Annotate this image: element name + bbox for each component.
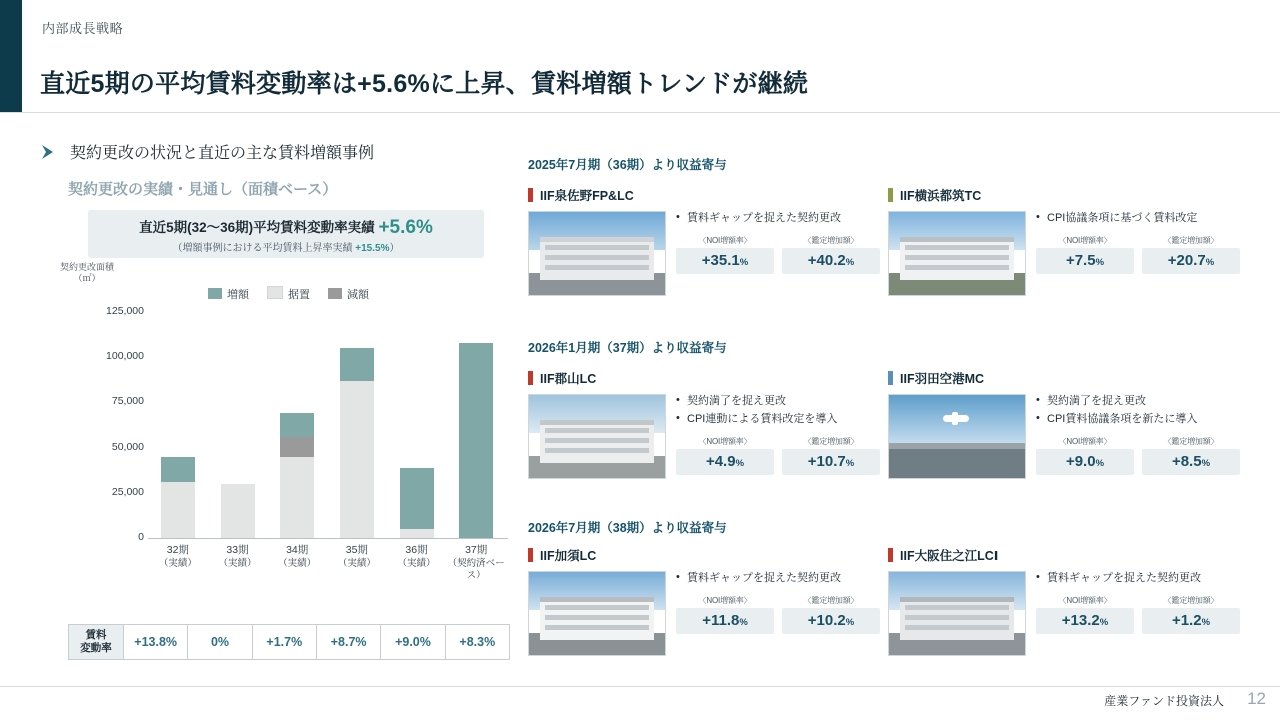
metric-group bbox=[676, 595, 880, 634]
property-photo bbox=[888, 394, 1026, 479]
chart-x-label-period: 33期 bbox=[226, 544, 249, 556]
rate-table-cell: +8.3% bbox=[459, 635, 496, 649]
header-divider bbox=[0, 112, 1280, 113]
chart-y-axis-title-line2: （㎡） bbox=[73, 273, 101, 284]
metric-value bbox=[676, 449, 774, 475]
property-color-tag bbox=[888, 548, 893, 562]
chart-x-label-note: （実績） bbox=[278, 557, 317, 569]
chart-x-label-note: （実績） bbox=[397, 557, 436, 569]
metric bbox=[1142, 595, 1240, 634]
rate-table-cell: +9.0% bbox=[381, 625, 445, 659]
group-title: 2026年1月期（37期）より収益寄与 bbox=[528, 341, 727, 355]
chart-bar-segment-increase bbox=[280, 413, 314, 437]
chart-x-label-period: 32期 bbox=[166, 544, 189, 556]
chart-plot-area bbox=[148, 312, 506, 538]
metric-unit: % bbox=[739, 256, 749, 268]
metric-value bbox=[1142, 608, 1240, 634]
property-name bbox=[528, 369, 880, 387]
metric-value bbox=[782, 449, 880, 475]
metric-unit: % bbox=[845, 256, 855, 268]
property-bullet-list bbox=[1036, 571, 1240, 587]
property-card-body bbox=[888, 211, 1240, 296]
chart-bar-segment-flat bbox=[161, 482, 195, 538]
metric bbox=[676, 436, 774, 475]
chart-bar-segment-increase bbox=[340, 348, 374, 381]
legend-label-decrease: 減額 bbox=[347, 289, 369, 301]
metric-number: +4.9 bbox=[705, 452, 736, 470]
metric-number: +35.1 bbox=[701, 251, 740, 269]
callout-line-1 bbox=[88, 216, 484, 239]
section-heading-label: 契約更改の状況と直近の主な賃料増額事例 bbox=[70, 145, 375, 162]
page-title: 直近5期の平均賃料変動率は+5.6%に上昇、賃料増額トレンドが継続 bbox=[40, 70, 809, 98]
property-photo bbox=[888, 211, 1026, 296]
subsection-heading: 契約更改の実績・見通し（面積ベース） bbox=[68, 181, 338, 198]
chart-x-label bbox=[387, 544, 447, 570]
property-photo bbox=[528, 211, 666, 296]
metric-number: +7.5 bbox=[1065, 251, 1096, 269]
chart-x-label-note: （契約済ベース） bbox=[447, 557, 505, 581]
chart-x-label bbox=[208, 544, 268, 570]
chart-y-tick: 75,000 bbox=[111, 395, 144, 408]
property-name bbox=[528, 186, 880, 204]
metric-number: +13.2 bbox=[1061, 611, 1100, 629]
section-heading bbox=[40, 140, 374, 163]
metric-label: 〈NOI増額率〉 bbox=[698, 235, 752, 245]
list-item: • 契約満了を捉え更改 bbox=[1036, 394, 1240, 410]
metric-unit: % bbox=[1095, 457, 1105, 469]
metric-label: 〈鑑定増加額〉 bbox=[803, 235, 859, 245]
chart-bar-segment-flat bbox=[280, 457, 314, 538]
property-name bbox=[888, 186, 1240, 204]
metric bbox=[782, 235, 880, 274]
property-details bbox=[1036, 211, 1240, 296]
metric-group bbox=[676, 436, 880, 475]
list-item: • CPI協議条項に基づく賃料改定 bbox=[1036, 211, 1240, 227]
property-bullet-list bbox=[676, 211, 880, 227]
metric bbox=[1036, 595, 1134, 634]
property-name-label: IIF加須LC bbox=[540, 549, 597, 563]
list-item: • 契約満了を捉え更改 bbox=[676, 394, 880, 410]
metric-label: 〈NOI増額率〉 bbox=[1058, 595, 1112, 605]
rate-table-cell: +8.7% bbox=[317, 625, 381, 659]
metric bbox=[1036, 235, 1134, 274]
property-details bbox=[1036, 571, 1240, 656]
footer-divider bbox=[0, 686, 1280, 687]
legend-label-flat: 据置 bbox=[288, 289, 310, 301]
metric-value bbox=[1036, 449, 1134, 475]
eyebrow-label: 内部成長戦略 bbox=[42, 21, 124, 36]
property-photo bbox=[888, 571, 1026, 656]
footer-company: 産業ファンド投資法人 bbox=[1104, 694, 1224, 708]
metric-value bbox=[1036, 248, 1134, 274]
chart-bar-segment-flat bbox=[221, 484, 255, 538]
chart-y-tick: 100,000 bbox=[106, 350, 144, 363]
property-card-body bbox=[528, 211, 880, 296]
callout-line-2-value: +15.5% bbox=[355, 243, 390, 254]
chart-x-label-period: 35期 bbox=[345, 544, 368, 556]
property-photo bbox=[528, 394, 666, 479]
property-name-label: IIF羽田空港MC bbox=[900, 372, 985, 386]
metric-group bbox=[676, 235, 880, 274]
chart-bar bbox=[161, 457, 195, 538]
metric-number: +9.0 bbox=[1065, 452, 1096, 470]
property-details bbox=[1036, 394, 1240, 479]
property-name-label: IIF横浜都筑TC bbox=[900, 189, 982, 203]
metric-value bbox=[782, 248, 880, 274]
chart-x-label bbox=[148, 544, 208, 570]
metric-value bbox=[676, 248, 774, 274]
property-name bbox=[528, 546, 880, 564]
chart-y-axis-title-line1: 契約更改面積 bbox=[60, 262, 115, 272]
property-card-body bbox=[888, 394, 1240, 479]
rate-table-header-line2: 変動率 bbox=[80, 642, 112, 654]
metric-unit: % bbox=[845, 457, 855, 469]
property-card bbox=[888, 546, 1240, 656]
metric-number: +10.2 bbox=[807, 611, 846, 629]
metric-value bbox=[1142, 449, 1240, 475]
callout-line-1-text: 直近5期(32～36期)平均賃料変動率実績 bbox=[139, 220, 379, 235]
legend-item-increase bbox=[208, 286, 249, 302]
metric-number: +10.7 bbox=[807, 452, 846, 470]
property-card bbox=[888, 186, 1240, 296]
chart-y-tick: 25,000 bbox=[111, 485, 144, 498]
legend-item-flat bbox=[267, 286, 310, 302]
rent-revision-chart bbox=[40, 262, 510, 612]
chart-bar bbox=[340, 348, 374, 538]
metric-label: 〈鑑定増加額〉 bbox=[1163, 436, 1219, 446]
metric-value bbox=[1036, 608, 1134, 634]
property-card-body bbox=[888, 571, 1240, 656]
property-card-body bbox=[528, 394, 880, 479]
group-title: 2025年7月期（36期）より収益寄与 bbox=[528, 158, 727, 172]
property-name bbox=[888, 546, 1240, 564]
property-bullet-list bbox=[676, 394, 880, 428]
metric bbox=[1142, 235, 1240, 274]
property-details bbox=[676, 571, 880, 656]
chart-y-tick: 125,000 bbox=[106, 305, 144, 317]
callout-line-2-text: （増額事例における平均賃料上昇率実績 bbox=[172, 243, 356, 254]
list-item: • CPI賃料協議条項を新たに導入 bbox=[1036, 412, 1240, 428]
property-bullet-list bbox=[1036, 394, 1240, 428]
chart-bar bbox=[400, 468, 434, 539]
chart-x-label-period: 36期 bbox=[405, 544, 428, 556]
property-card bbox=[528, 369, 880, 479]
property-name-label: IIF大阪住之江LCⅠ bbox=[900, 549, 999, 563]
list-item: • 賃料ギャップを捉えた契約更改 bbox=[676, 571, 880, 587]
metric-number: +8.5 bbox=[1171, 452, 1202, 470]
metric-label: 〈NOI増額率〉 bbox=[698, 595, 752, 605]
rate-table-cell: +1.7% bbox=[253, 625, 317, 659]
chart-x-label-period: 34期 bbox=[286, 544, 309, 556]
metric bbox=[676, 595, 774, 634]
metric-value bbox=[782, 608, 880, 634]
metric-group bbox=[1036, 595, 1240, 634]
legend-label-increase: 増額 bbox=[227, 289, 249, 301]
callout-line-2 bbox=[88, 239, 484, 254]
metric-unit: % bbox=[1095, 256, 1105, 268]
metric-group bbox=[1036, 436, 1240, 475]
chart-x-label-period: 37期 bbox=[465, 544, 488, 556]
metric-unit: % bbox=[1205, 256, 1215, 268]
metric-group bbox=[1036, 235, 1240, 274]
chart-bar-segment-increase bbox=[400, 468, 434, 529]
rate-table-header-line1: 賃料 bbox=[85, 628, 107, 641]
metric-label: 〈NOI増額率〉 bbox=[698, 436, 752, 446]
metric-label: 〈鑑定増加額〉 bbox=[803, 436, 859, 446]
property-color-tag bbox=[888, 188, 893, 202]
rate-table-cell: +13.8% bbox=[124, 625, 188, 659]
property-name bbox=[888, 369, 1240, 387]
property-details bbox=[676, 394, 880, 479]
property-bullet-list bbox=[1036, 211, 1240, 227]
metric bbox=[782, 595, 880, 634]
property-name-label: IIF泉佐野FP&LC bbox=[540, 189, 634, 203]
chart-x-label bbox=[446, 544, 506, 582]
metric-unit: % bbox=[1099, 616, 1109, 628]
chart-x-label-note: （実績） bbox=[158, 557, 197, 569]
metric-unit: % bbox=[739, 616, 748, 628]
metric-unit: % bbox=[845, 616, 855, 628]
group-title: 2026年7月期（38期）より収益寄与 bbox=[528, 521, 727, 535]
page-number: 12 bbox=[1247, 689, 1266, 708]
property-photo bbox=[528, 571, 666, 656]
rate-table-cell: 0% bbox=[188, 625, 252, 659]
property-color-tag bbox=[888, 371, 893, 385]
metric-unit: % bbox=[735, 457, 745, 469]
metric-label: 〈鑑定増加額〉 bbox=[1163, 595, 1219, 605]
property-color-tag bbox=[528, 548, 533, 562]
rent-change-rate-table bbox=[68, 624, 510, 660]
chart-bar-segment-decrease bbox=[280, 437, 314, 457]
chart-x-label bbox=[327, 544, 387, 570]
metric-value bbox=[676, 608, 774, 634]
property-card bbox=[528, 546, 880, 656]
metric-number: +40.2 bbox=[807, 251, 846, 269]
legend-item-decrease bbox=[328, 286, 369, 302]
metric bbox=[676, 235, 774, 274]
metric-value bbox=[1142, 248, 1240, 274]
chart-y-tick: 50,000 bbox=[111, 440, 144, 453]
chart-bar-segment-increase bbox=[459, 343, 493, 538]
metric bbox=[1142, 436, 1240, 475]
chart-bar bbox=[459, 343, 493, 538]
property-bullet-list bbox=[676, 571, 880, 587]
property-name-label: IIF郡山LC bbox=[540, 372, 597, 386]
metric-label: 〈鑑定増加額〉 bbox=[1163, 235, 1219, 245]
list-item: • 賃料ギャップを捉えた契約更改 bbox=[676, 211, 880, 227]
property-card bbox=[888, 369, 1240, 479]
property-color-tag bbox=[528, 188, 533, 202]
callout-line-2-suffix: ） bbox=[389, 243, 400, 254]
rate-table-header bbox=[69, 625, 124, 659]
chart-x-label-note: （実績） bbox=[337, 557, 376, 569]
chart-bar-segment-flat bbox=[340, 381, 374, 538]
metric-label: 〈NOI増額率〉 bbox=[1058, 235, 1112, 245]
chart-legend bbox=[208, 286, 369, 302]
chart-y-tick: 0 bbox=[138, 531, 144, 543]
property-card bbox=[528, 186, 880, 296]
metric-label: 〈NOI増額率〉 bbox=[1058, 436, 1112, 446]
property-color-tag bbox=[528, 371, 533, 385]
list-item: • 賃料ギャップを捉えた契約更改 bbox=[1036, 571, 1240, 587]
chart-x-axis bbox=[148, 538, 508, 539]
metric bbox=[782, 436, 880, 475]
metric-label: 〈鑑定増加額〉 bbox=[803, 595, 859, 605]
list-item: • CPI連動による賃料改定を導入 bbox=[676, 412, 880, 428]
chart-bar bbox=[280, 413, 314, 538]
metric-number: +20.7 bbox=[1167, 251, 1206, 269]
chart-x-label-note: （実績） bbox=[218, 557, 257, 569]
chart-bar-segment-increase bbox=[161, 457, 195, 482]
metric-unit: % bbox=[1201, 616, 1211, 628]
metric bbox=[1036, 436, 1134, 475]
metric-unit: % bbox=[1201, 457, 1211, 469]
chevron-right-icon bbox=[40, 142, 60, 162]
chart-x-label bbox=[267, 544, 327, 570]
chart-bar bbox=[221, 484, 255, 538]
average-rent-callout bbox=[88, 210, 484, 258]
property-card-body bbox=[528, 571, 880, 656]
chart-y-axis-title bbox=[60, 262, 114, 285]
callout-line-1-value: +5.6% bbox=[378, 217, 433, 238]
header-accent-bar bbox=[0, 0, 22, 112]
chart-bar-segment-flat bbox=[400, 529, 434, 538]
property-details bbox=[676, 211, 880, 296]
metric-number: +1.2 bbox=[1171, 611, 1202, 629]
metric-number: +11.8 bbox=[702, 611, 740, 629]
